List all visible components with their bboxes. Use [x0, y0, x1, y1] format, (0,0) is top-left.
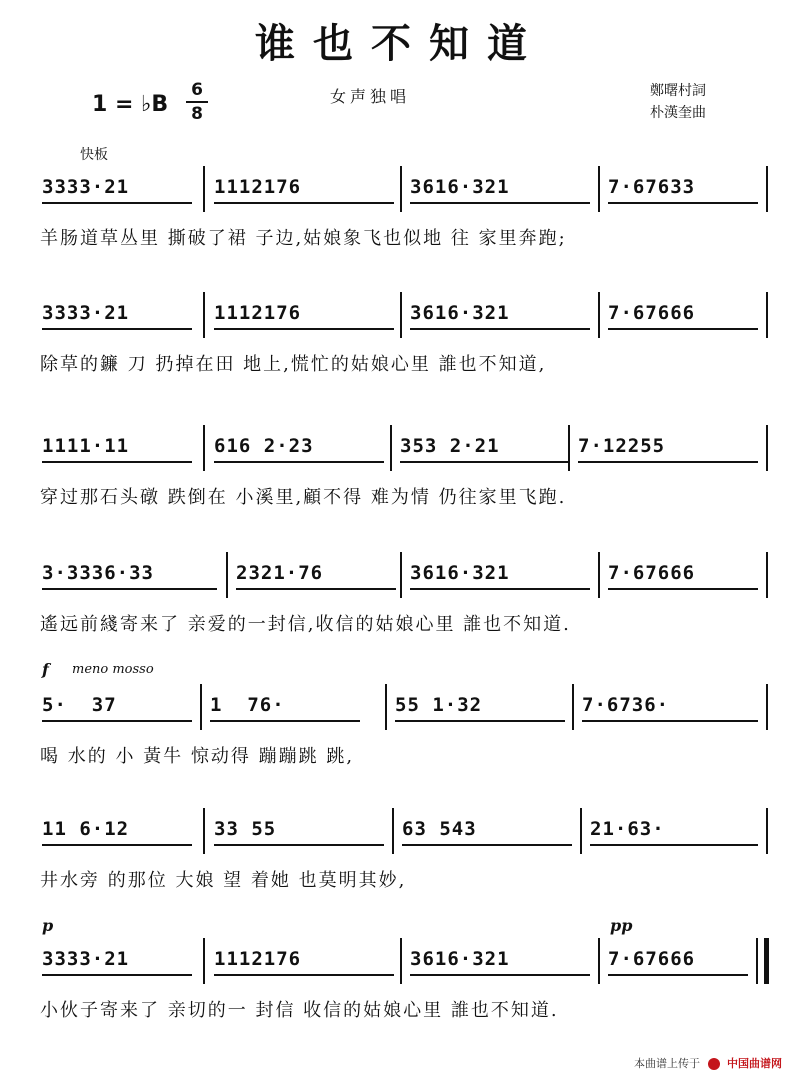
measure: 1112176	[214, 176, 394, 204]
barline	[756, 938, 758, 984]
measure: 1111·11	[42, 435, 192, 463]
barline	[400, 292, 402, 338]
barline	[385, 684, 387, 730]
measure: 7·12255	[578, 435, 758, 463]
measure: 1 76·	[210, 694, 360, 722]
barline	[390, 425, 392, 471]
measure: 3333·21	[42, 176, 192, 204]
lyrics-line: 遙远前綫寄来了 亲爱的一封信,收信的姑娘心里 誰也不知道.	[40, 614, 571, 635]
footer	[634, 1055, 782, 1071]
system-7	[40, 938, 770, 1022]
measure: 63 543	[402, 818, 572, 846]
time-divider	[186, 101, 208, 103]
barline	[203, 425, 205, 471]
system-2	[40, 292, 770, 376]
notes-row	[40, 166, 770, 212]
measure: 616 2·23	[214, 435, 384, 463]
barline	[400, 938, 402, 984]
barline	[598, 292, 600, 338]
barline	[226, 552, 228, 598]
measure: 3·3336·33	[42, 562, 217, 590]
barline	[766, 292, 768, 338]
time-signature	[186, 80, 208, 124]
notes-row	[40, 292, 770, 338]
lyrics-line: 除草的鐮 刀 扔掉在田 地上,慌忙的姑娘心里 誰也不知道,	[40, 354, 547, 375]
measure: 7·67666	[608, 948, 748, 976]
measure: 3333·21	[42, 302, 192, 330]
notes-row	[40, 938, 770, 984]
key-signature: 1 = ♭B	[92, 92, 169, 117]
measure: 3616·321	[410, 176, 590, 204]
barline	[400, 166, 402, 212]
barline	[572, 684, 574, 730]
measure: 7·67666	[608, 562, 758, 590]
lyrics-line: 喝 水的 小 黃牛 惊动得 蹦蹦跳 跳,	[40, 746, 355, 767]
time-denominator: 8	[191, 104, 203, 124]
measure: 1112176	[214, 302, 394, 330]
barline	[766, 808, 768, 854]
barline	[598, 938, 600, 984]
measure: 5· 37	[42, 694, 192, 722]
footer-text: 本曲谱上传于	[634, 1057, 700, 1070]
barline	[568, 425, 570, 471]
dynamic-mark: p	[42, 916, 54, 935]
system-4	[40, 552, 770, 636]
measure: 7·6736·	[582, 694, 758, 722]
system-3	[40, 425, 770, 509]
dynamic-mark-end: pp	[610, 916, 633, 935]
notes-row	[40, 552, 770, 598]
barline	[766, 425, 768, 471]
barline	[598, 166, 600, 212]
barline	[766, 166, 768, 212]
measure: 55 1·32	[395, 694, 565, 722]
measure: 3616·321	[410, 562, 590, 590]
lyrics-line: 小伙子寄来了 亲切的一 封信 收信的姑娘心里 誰也不知道.	[40, 1000, 559, 1021]
measure: 3616·321	[410, 302, 590, 330]
measure: 353 2·21	[400, 435, 570, 463]
tempo-marking: 快板	[80, 147, 108, 163]
measure: 1112176	[214, 948, 394, 976]
barline	[203, 292, 205, 338]
lyrics-line: 穿过那石头礅 跌倒在 小溪里,顧不得 难为情 仍往家里飞跑.	[40, 487, 567, 508]
time-numerator: 6	[191, 80, 203, 100]
barline	[766, 684, 768, 730]
measure: 21·63·	[590, 818, 758, 846]
barline	[203, 808, 205, 854]
barline	[203, 166, 205, 212]
barline	[580, 808, 582, 854]
measure: 33 55	[214, 818, 384, 846]
system-1	[40, 166, 770, 250]
system-6	[40, 808, 770, 892]
notes-row	[40, 808, 770, 854]
barline	[200, 684, 202, 730]
measure: 3333·21	[42, 948, 192, 976]
final-barline	[764, 938, 769, 984]
footer-brand[interactable]: 中国曲谱网	[727, 1057, 782, 1070]
performance-type: 女声独唱	[330, 87, 411, 106]
system-5	[40, 684, 770, 768]
composer: 朴漢奎曲	[650, 105, 706, 121]
lyrics-line: 井水旁 的那位 大娘 望 着她 也莫明其妙,	[40, 870, 407, 891]
lyricist: 鄭曙村詞	[650, 83, 706, 99]
site-logo-icon	[708, 1058, 720, 1070]
expression-mark: meno mosso	[72, 662, 154, 677]
barline	[400, 552, 402, 598]
credits	[650, 80, 706, 124]
measure: 11 6·12	[42, 818, 192, 846]
barline	[766, 552, 768, 598]
measure: 7·67633	[608, 176, 758, 204]
measure: 2321·76	[236, 562, 396, 590]
dynamic-mark: f	[42, 660, 49, 679]
barline	[392, 808, 394, 854]
barline	[598, 552, 600, 598]
lyrics-line: 羊肠道草丛里 撕破了裙 子边,姑娘象飞也似地 往 家里奔跑;	[40, 228, 567, 249]
notes-row	[40, 425, 770, 471]
barline	[203, 938, 205, 984]
song-title: 谁也不知道	[255, 20, 545, 67]
notes-row	[40, 684, 770, 730]
measure: 7·67666	[608, 302, 758, 330]
measure: 3616·321	[410, 948, 590, 976]
